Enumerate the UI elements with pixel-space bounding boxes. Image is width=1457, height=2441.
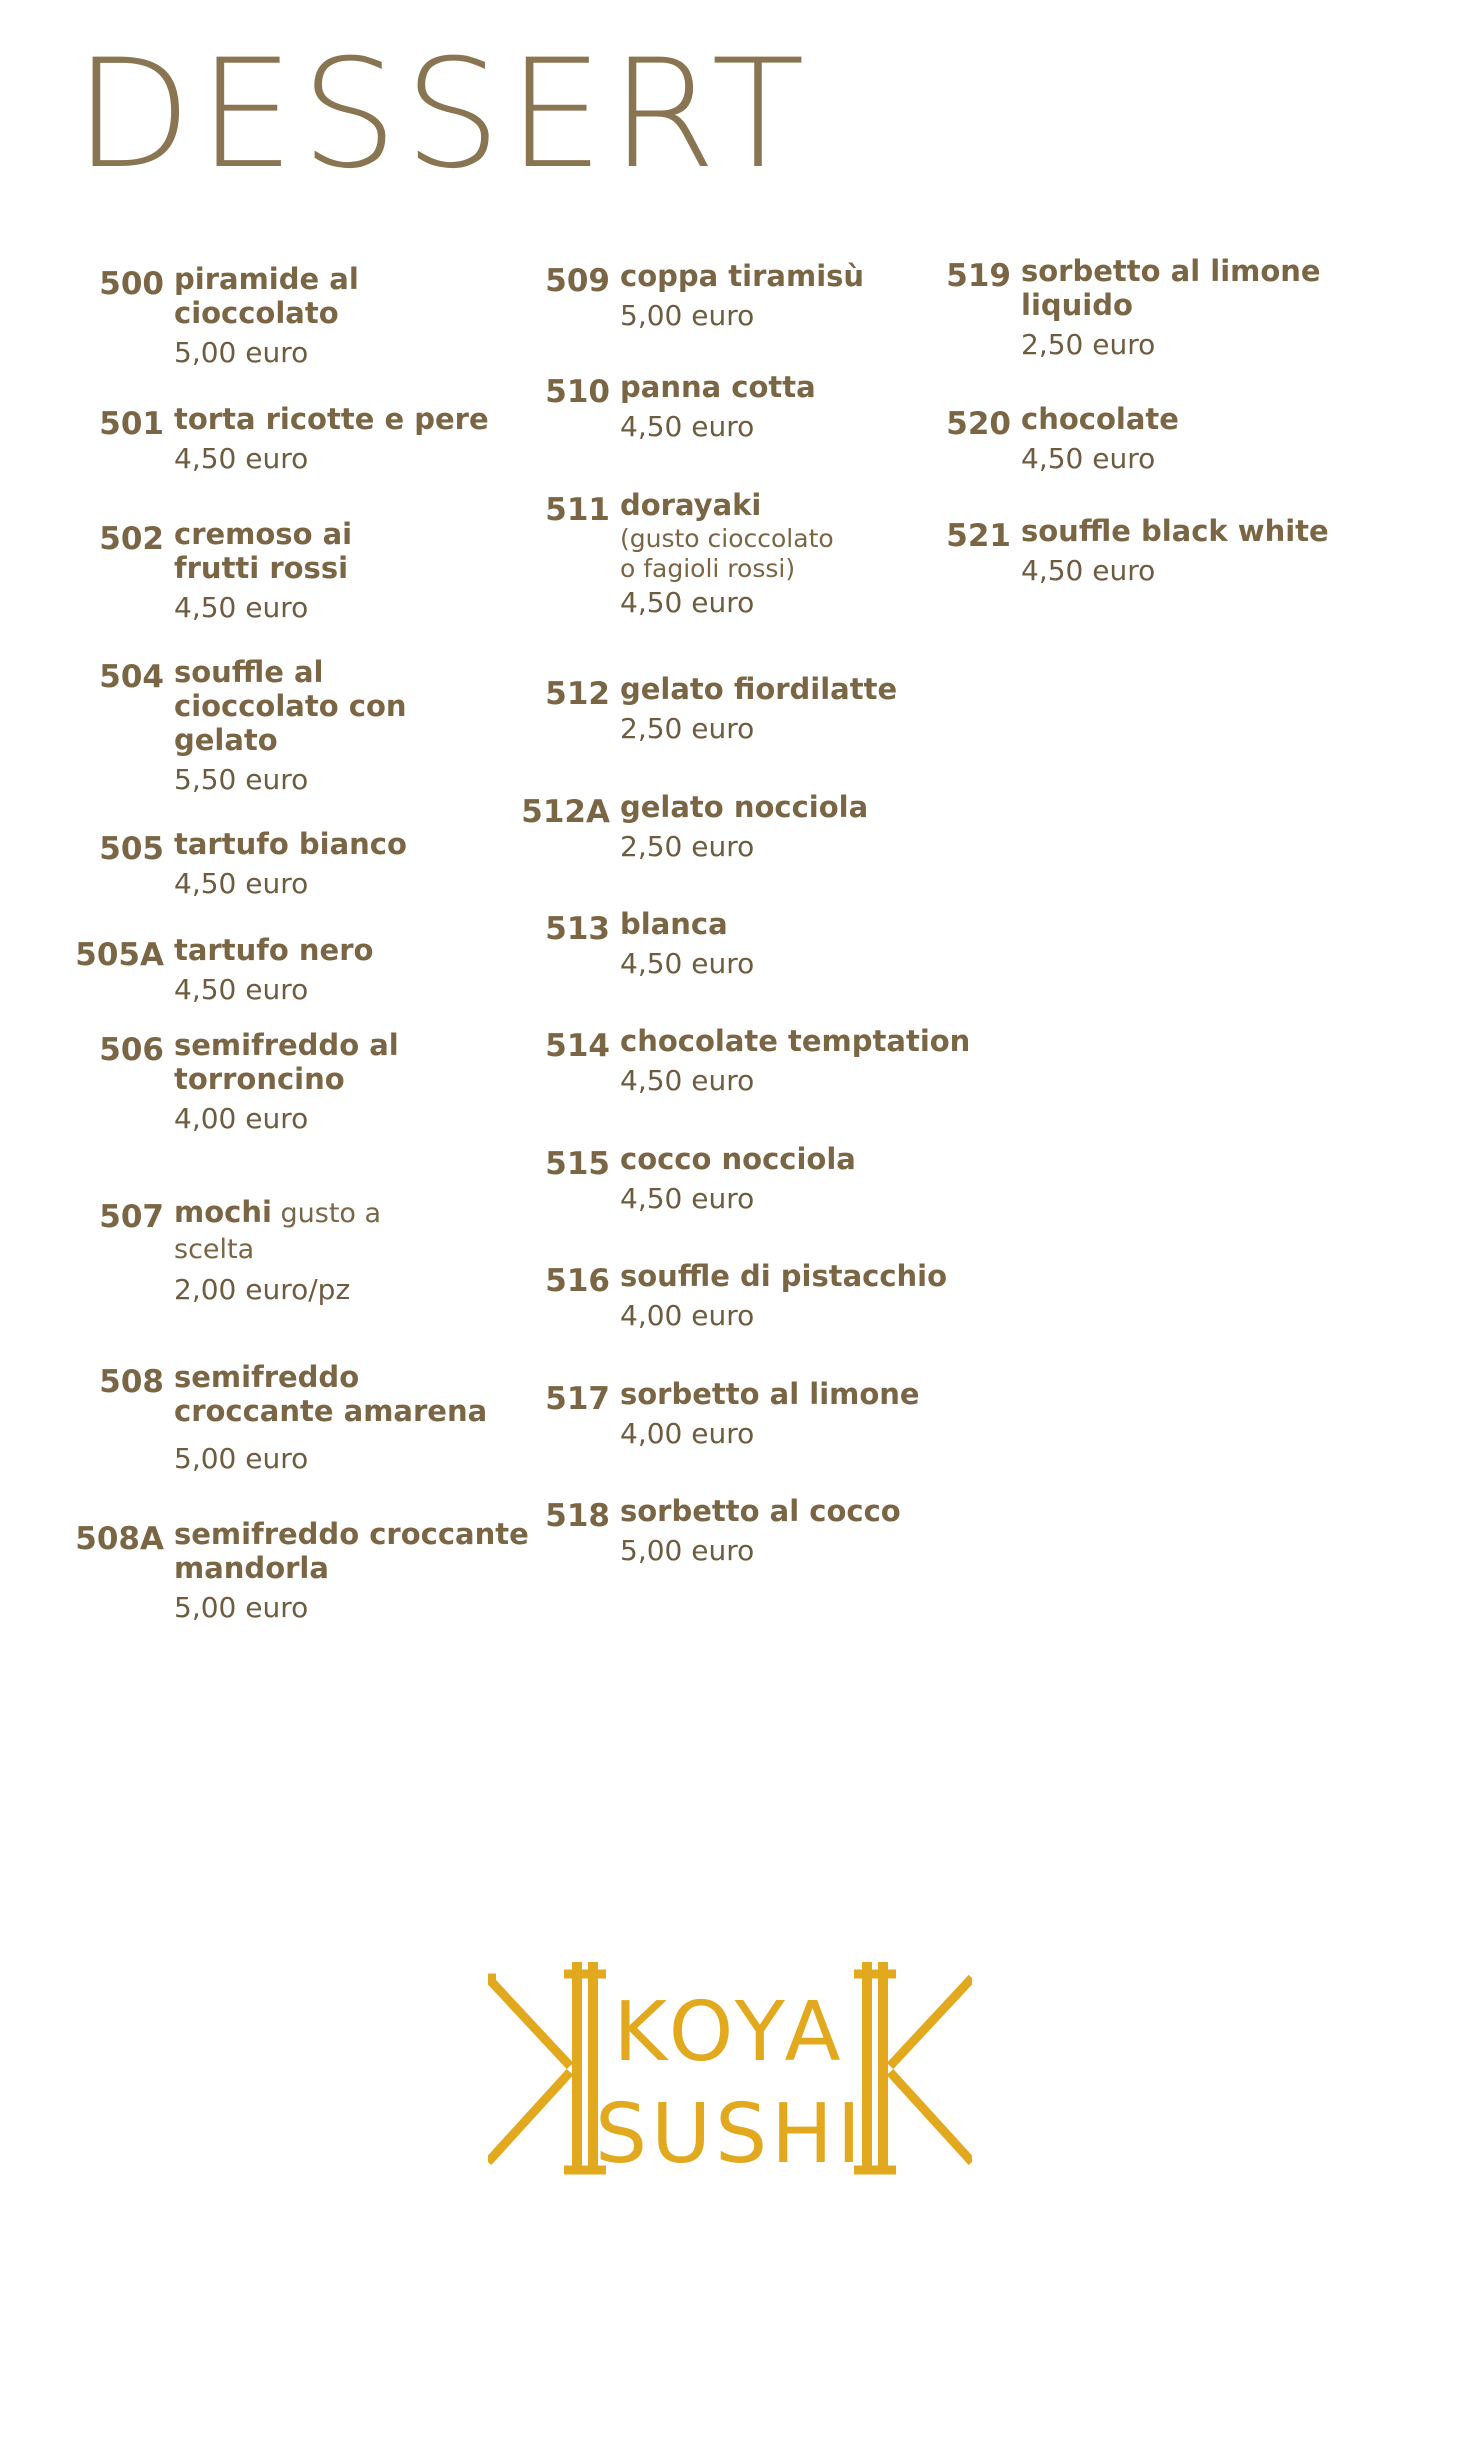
item-name: gelato fiordilatte — [620, 672, 898, 706]
item-price: 2,00 euro/pz — [174, 1273, 351, 1306]
item-name: tartufo nero — [174, 933, 374, 967]
item-name: chocolate temptation — [620, 1024, 971, 1058]
item-name: souffle di pistacchio — [620, 1259, 948, 1293]
koya-sushi-logo — [488, 1948, 972, 2192]
item-name: cremoso ai frutti rossi — [174, 517, 353, 585]
item-name: semifreddo al torroncino — [174, 1028, 399, 1096]
item-code: 517 — [545, 1381, 610, 1417]
item-name: sorbetto al limone liquido — [1021, 254, 1321, 322]
item-code: 512A — [521, 794, 610, 830]
item-price: 4,50 euro — [174, 973, 309, 1006]
item-name: panna cotta — [620, 370, 816, 404]
item-code: 506 — [99, 1032, 164, 1068]
item-price: 5,00 euro — [174, 336, 309, 369]
page-title: DESSERT — [74, 28, 811, 202]
item-price: 5,50 euro — [174, 763, 309, 796]
item-code: 518 — [545, 1498, 610, 1534]
item-name: coppa tiramisù — [620, 259, 865, 293]
item-name-main: mochi — [174, 1195, 272, 1229]
item-name: cocco nocciola — [620, 1142, 856, 1176]
item-code: 504 — [99, 659, 164, 695]
item-code: 521 — [946, 518, 1011, 554]
item-name: gelato nocciola — [620, 790, 869, 824]
item-price: 4,50 euro — [174, 442, 309, 475]
item-price: 4,50 euro — [620, 947, 755, 980]
item-code: 505A — [75, 937, 164, 973]
item-price: 4,50 euro — [620, 410, 755, 443]
item-name: semifreddo croccante mandorla — [174, 1517, 529, 1585]
item-price: 2,50 euro — [1021, 328, 1156, 361]
item-code: 512 — [545, 676, 610, 712]
item-code: 508 — [99, 1364, 164, 1400]
item-code: 510 — [545, 374, 610, 410]
item-price: 2,50 euro — [620, 830, 755, 863]
item-code: 508A — [75, 1521, 164, 1557]
item-code: 514 — [545, 1028, 610, 1064]
item-name: souffle black white — [1021, 514, 1329, 548]
item-price: 4,50 euro — [620, 1064, 755, 1097]
item-code: 515 — [545, 1146, 610, 1182]
item-code: 513 — [545, 911, 610, 947]
item-code: 516 — [545, 1263, 610, 1299]
item-name: tartufo bianco — [174, 827, 407, 861]
item-price: 4,00 euro — [174, 1102, 309, 1135]
logo-line-2: SUSHI — [595, 2087, 865, 2182]
item-code: 500 — [99, 266, 164, 302]
item-price: 2,50 euro — [620, 712, 755, 745]
item-code: 502 — [99, 521, 164, 557]
item-name — [174, 1195, 534, 1267]
item-price: 4,50 euro — [1021, 554, 1156, 587]
logo-line-1: KOYA — [613, 1985, 847, 2080]
item-name: torta ricotte e pere — [174, 402, 489, 436]
item-name: dorayaki — [620, 488, 762, 522]
item-name: sorbetto al limone — [620, 1377, 920, 1411]
item-code: 520 — [946, 406, 1011, 442]
item-name: chocolate — [1021, 402, 1179, 436]
item-code: 501 — [99, 406, 164, 442]
item-name: souffle al cioccolato con gelato — [174, 655, 407, 757]
item-name: piramide al cioccolato — [174, 262, 359, 330]
item-price: 4,00 euro — [620, 1417, 755, 1450]
item-price: 4,50 euro — [174, 867, 309, 900]
item-note: (gusto cioccolato o fagioli rossi) — [620, 524, 834, 583]
item-price: 5,00 euro — [174, 1442, 309, 1475]
item-name: blanca — [620, 907, 728, 941]
item-price: 4,50 euro — [1021, 442, 1156, 475]
item-code: 519 — [946, 258, 1011, 294]
item-name: sorbetto al cocco — [620, 1494, 901, 1528]
item-code: 507 — [99, 1199, 164, 1235]
item-price: 4,50 euro — [174, 591, 309, 624]
item-price: 4,50 euro — [620, 586, 755, 619]
item-price: 5,00 euro — [174, 1591, 309, 1624]
item-price: 4,00 euro — [620, 1299, 755, 1332]
item-price: 5,00 euro — [620, 299, 755, 332]
item-name-note: gusto a scelta — [174, 1198, 382, 1265]
item-code: 505 — [99, 831, 164, 867]
item-price: 4,50 euro — [620, 1182, 755, 1215]
item-code: 509 — [545, 263, 610, 299]
item-name: semifreddo croccante amarena — [174, 1360, 488, 1428]
item-price: 5,00 euro — [620, 1534, 755, 1567]
item-code: 511 — [545, 492, 610, 528]
